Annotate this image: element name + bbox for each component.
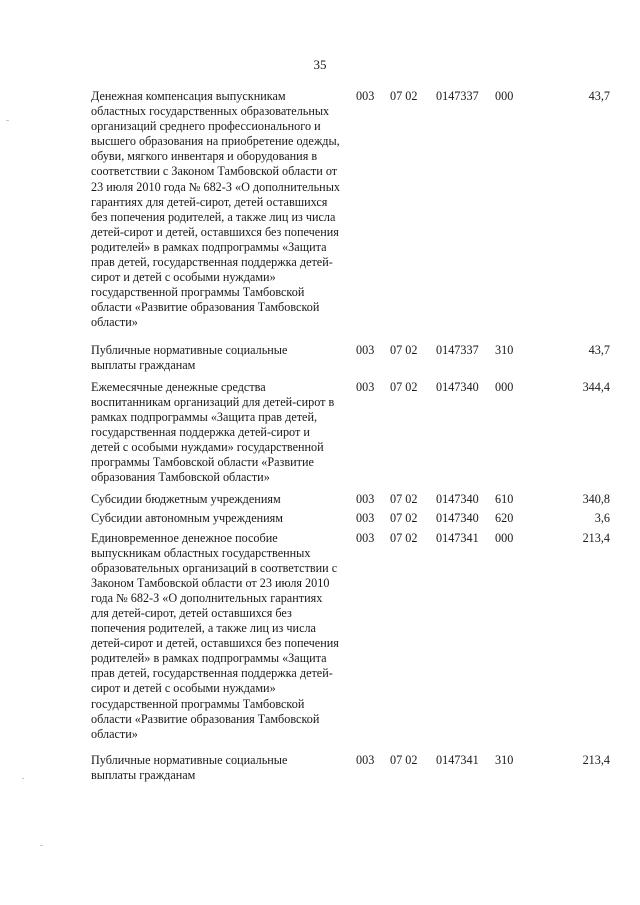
section-code: 07 02 bbox=[390, 511, 418, 526]
table-row bbox=[0, 89, 640, 331]
row-description: Единовременное денежное пособие выпускникам областных государственных образовательных организаций в соответствии с Законом Тамбовской области от 23 июля 2010 года № 682-З «О дополнительных гарантиях для детей-сирот, детей оставшихся без попечения родителей, а также лиц из числа детей-сирот и детей, оставшихся без попечения родителей» в рамках подпрограммы «Защита прав детей, государственная поддержка детей-сирот и детей с особыми нуждами» государственной программы Тамбовской области «Развитие образования Тамбовской области» bbox=[91, 530, 339, 741]
table-row bbox=[0, 492, 640, 507]
expense-type-code: 000 bbox=[495, 530, 514, 545]
scan-mark bbox=[6, 120, 9, 121]
target-article-code: 0147337 bbox=[436, 342, 479, 357]
expense-type-code: 620 bbox=[495, 511, 514, 526]
section-code: 07 02 bbox=[390, 492, 418, 507]
amount: 340,8 bbox=[582, 492, 610, 507]
admin-code: 003 bbox=[356, 511, 375, 526]
section-code: 07 02 bbox=[390, 89, 418, 103]
amount: 3,6 bbox=[594, 511, 610, 526]
amount: 344,4 bbox=[582, 379, 610, 394]
target-article-code: 0147340 bbox=[436, 492, 479, 507]
target-article-code: 0147341 bbox=[436, 752, 479, 767]
row-description: Денежная компенсация выпускникам областных государственных образовательных организаций среднего профессионального и высшего образования на приобретение одежды, обуви, мягкого инвентаря и оборудования в соответствии с Законом Тамбовской области от 23 июля 2010 года № 682-З «О дополнительных гарантиях для детей-сирот, детей оставшихся без попечения родителей, а также лиц из числа детей-сирот и детей, оставшихся без попечения родителей» в рамках подпрограммы «Защита прав детей, государственная поддержка детей-сирот и детей с особыми нуждами» государственной программы Тамбовской области «Развитие образования Тамбовской области» bbox=[91, 89, 340, 330]
row-description: Субсидии бюджетным учреждениям bbox=[91, 492, 281, 507]
amount: 213,4 bbox=[582, 530, 610, 545]
section-code: 07 02 bbox=[390, 342, 418, 357]
expense-type-code: 610 bbox=[495, 492, 514, 507]
row-description: Ежемесячные денежные средства воспитанникам организаций для детей-сирот в рамках подпрограммы «Защита прав детей, государственная поддержка детей-сирот и детей с особыми нуждами» государственной программы Тамбовской области «Развитие образования Тамбовской области» bbox=[91, 379, 335, 485]
row-description: Публичные нормативные социальные выплаты гражданам bbox=[91, 342, 288, 372]
amount: 43,7 bbox=[588, 89, 610, 103]
budget-table bbox=[0, 89, 640, 789]
expense-type-code: 000 bbox=[495, 379, 514, 394]
amount: 43,7 bbox=[588, 342, 610, 357]
target-article-code: 0147340 bbox=[436, 511, 479, 526]
row-description: Публичные нормативные социальные выплаты гражданам bbox=[91, 752, 288, 782]
table-row bbox=[0, 511, 640, 526]
admin-code: 003 bbox=[356, 89, 375, 103]
section-code: 07 02 bbox=[390, 379, 418, 394]
scan-mark bbox=[40, 845, 43, 846]
expense-type-code: 000 bbox=[495, 89, 514, 103]
section-code: 07 02 bbox=[390, 530, 418, 545]
table-row bbox=[0, 343, 640, 373]
expense-type-code: 310 bbox=[495, 342, 514, 357]
admin-code: 003 bbox=[356, 379, 375, 394]
table-row bbox=[0, 531, 640, 742]
row-description: Субсидии автономным учреждениям bbox=[91, 511, 283, 526]
admin-code: 003 bbox=[356, 492, 375, 507]
admin-code: 003 bbox=[356, 342, 375, 357]
scan-mark bbox=[22, 778, 24, 779]
table-row bbox=[0, 380, 640, 486]
target-article-code: 0147341 bbox=[436, 530, 479, 545]
amount: 213,4 bbox=[582, 752, 610, 767]
target-article-code: 0147340 bbox=[436, 379, 479, 394]
target-article-code: 0147337 bbox=[436, 89, 479, 103]
admin-code: 003 bbox=[356, 752, 375, 767]
table-row bbox=[0, 753, 640, 783]
admin-code: 003 bbox=[356, 530, 375, 545]
expense-type-code: 310 bbox=[495, 752, 514, 767]
page-number: 35 bbox=[313, 57, 327, 72]
section-code: 07 02 bbox=[390, 752, 418, 767]
